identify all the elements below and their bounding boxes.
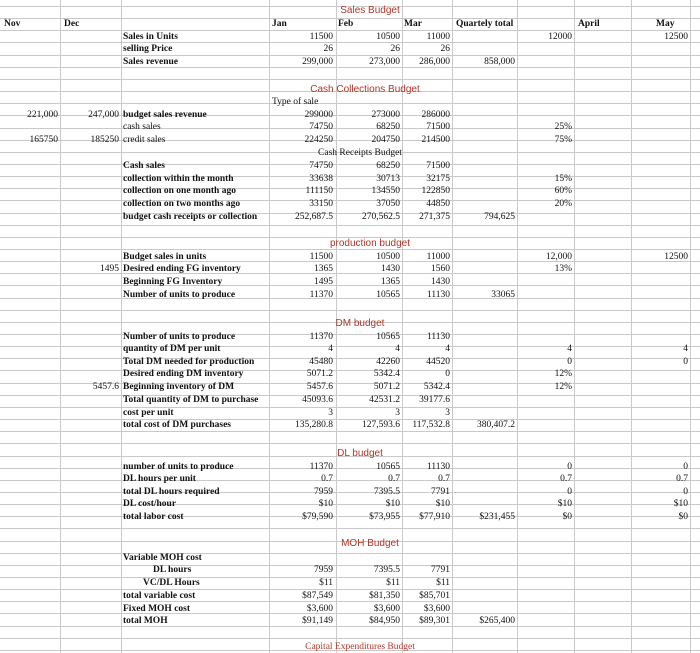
jan-value[interactable]: 1365 xyxy=(314,264,333,274)
row-label[interactable]: Number of units to produce xyxy=(123,332,236,342)
feb-value[interactable]: $10 xyxy=(385,499,400,509)
feb-value[interactable]: 0.7 xyxy=(388,474,400,484)
jan-value[interactable]: 11500 xyxy=(309,252,333,262)
feb-value[interactable]: 10500 xyxy=(376,32,400,42)
jan-value[interactable]: 7959 xyxy=(314,565,333,575)
mar-value[interactable]: 71500 xyxy=(426,122,450,132)
row-gridline xyxy=(0,310,700,311)
mar-value[interactable]: 5342.4 xyxy=(423,382,450,392)
header-nov[interactable]: Nov xyxy=(4,19,21,29)
jan-value[interactable]: 1495 xyxy=(314,277,333,287)
q-value[interactable]: $265,400 xyxy=(479,616,515,626)
feb-value[interactable]: $3,600 xyxy=(373,604,400,614)
apr-value[interactable]: $10 xyxy=(557,499,572,509)
mar-value[interactable]: 7791 xyxy=(431,487,450,497)
apr-value[interactable]: 0 xyxy=(567,487,572,497)
feb-value[interactable]: 273000 xyxy=(371,110,400,120)
feb-value[interactable]: 26 xyxy=(390,44,400,54)
feb-value[interactable]: 68250 xyxy=(376,122,400,132)
feb-value[interactable]: 5071.2 xyxy=(373,382,400,392)
jan-value[interactable]: 135,280.8 xyxy=(295,420,333,430)
jan-value[interactable]: 74750 xyxy=(309,161,333,171)
apr-value[interactable]: 60% xyxy=(554,186,572,196)
header-may[interactable]: May xyxy=(656,19,675,29)
jan-value[interactable]: 299000 xyxy=(304,110,333,120)
row-label[interactable]: Number of units to produce xyxy=(123,290,236,300)
mar-value[interactable]: 286000 xyxy=(421,110,450,120)
dec-value[interactable]: 5457.6 xyxy=(92,382,119,392)
row-label[interactable]: budget sales revenue xyxy=(123,110,207,120)
column-gridline xyxy=(574,0,575,653)
header-feb[interactable]: Feb xyxy=(338,19,354,29)
row-label[interactable]: Cash sales xyxy=(123,161,165,171)
mar-value[interactable]: 44520 xyxy=(426,357,450,367)
row-label[interactable]: Fixed MOH cost xyxy=(123,604,191,614)
row-label[interactable]: Beginning inventory of DM xyxy=(123,382,235,392)
header-dec[interactable]: Dec xyxy=(64,19,80,29)
row-label[interactable]: total labor cost xyxy=(123,512,184,522)
may-value[interactable]: 0 xyxy=(683,357,688,367)
mar-value[interactable]: 286,000 xyxy=(419,57,450,67)
row-label[interactable]: number of units to produce xyxy=(123,462,234,472)
feb-value[interactable]: 1430 xyxy=(381,264,400,274)
row-label[interactable]: selling Price xyxy=(123,44,173,54)
feb-value[interactable]: 37050 xyxy=(376,199,400,209)
mar-value[interactable]: 11130 xyxy=(426,332,450,342)
row-label[interactable]: VC/DL Hours xyxy=(143,578,200,588)
section-title-capex[interactable]: Capital Expenditures Budget xyxy=(305,642,415,652)
type-of-sale-label[interactable]: Type of sale xyxy=(272,97,319,107)
jan-value[interactable]: $91,149 xyxy=(302,616,333,626)
feb-value[interactable]: 270,562.5 xyxy=(362,212,400,222)
row-label[interactable]: budget cash receipts or collection xyxy=(123,212,258,222)
jan-value[interactable]: $87,549 xyxy=(302,591,333,601)
apr-value[interactable]: 12,000 xyxy=(545,252,572,262)
section-title-sales[interactable]: Sales Budget xyxy=(340,5,400,16)
feb-value[interactable]: 204750 xyxy=(371,135,400,145)
feb-value[interactable]: $81,350 xyxy=(369,591,400,601)
feb-value[interactable]: 10565 xyxy=(376,290,400,300)
jan-value[interactable]: 7959 xyxy=(314,487,333,497)
row-label[interactable]: collection within the month xyxy=(123,174,234,184)
mar-value[interactable]: 271,375 xyxy=(419,212,450,222)
mar-value[interactable]: 11000 xyxy=(426,32,450,42)
feb-value[interactable]: 273,000 xyxy=(369,57,400,67)
apr-value[interactable]: 12000 xyxy=(548,32,572,42)
jan-value[interactable]: 4 xyxy=(328,344,333,354)
column-gridline xyxy=(631,0,632,653)
row-label[interactable]: Beginning FG Inventory xyxy=(123,277,223,287)
apr-value[interactable]: 4 xyxy=(567,344,572,354)
feb-value[interactable]: 42531.2 xyxy=(369,395,400,405)
jan-value[interactable]: 111150 xyxy=(305,186,333,196)
mar-value[interactable]: 4 xyxy=(445,344,450,354)
row-label[interactable]: cash sales xyxy=(123,122,161,132)
row-label[interactable]: Sales revenue xyxy=(123,57,178,67)
jan-value[interactable]: 11370 xyxy=(309,332,333,342)
jan-value[interactable]: $10 xyxy=(318,499,333,509)
mar-value[interactable]: $85,701 xyxy=(419,591,450,601)
column-gridline xyxy=(517,0,518,653)
jan-value[interactable]: 3 xyxy=(328,408,333,418)
feb-value[interactable]: 7395.5 xyxy=(373,565,400,575)
jan-value[interactable]: 224250 xyxy=(304,135,333,145)
mar-value[interactable]: 44850 xyxy=(426,199,450,209)
may-value[interactable]: 0 xyxy=(683,462,688,472)
jan-value[interactable]: $79,590 xyxy=(302,512,333,522)
jan-value[interactable]: 5071.2 xyxy=(306,369,333,379)
jan-value[interactable]: 26 xyxy=(323,44,333,54)
apr-value[interactable]: 0 xyxy=(567,357,572,367)
row-label[interactable]: Variable MOH cost xyxy=(123,553,202,563)
row-gridline xyxy=(0,443,700,444)
row-label[interactable]: Budget sales in units xyxy=(123,252,207,262)
jan-value[interactable]: 5457.6 xyxy=(306,382,333,392)
may-value[interactable]: 12500 xyxy=(664,252,688,262)
jan-value[interactable]: $3,600 xyxy=(306,604,333,614)
section-title-dl[interactable]: DL budget xyxy=(337,448,383,459)
dec-value[interactable]: 185250 xyxy=(90,135,119,145)
header-april[interactable]: April xyxy=(578,19,600,29)
row-label[interactable]: Sales in Units xyxy=(123,32,178,42)
section-title-production[interactable]: production budget xyxy=(329,238,411,249)
mar-value[interactable]: 71500 xyxy=(426,161,450,171)
feb-value[interactable]: 10565 xyxy=(376,332,400,342)
dec-value[interactable]: 1495 xyxy=(100,264,119,274)
row-gridline xyxy=(0,431,700,432)
row-gridline xyxy=(0,103,700,104)
section-title-dm[interactable]: DM budget xyxy=(335,318,385,329)
mar-value[interactable]: 117,532.8 xyxy=(412,420,450,430)
row-label[interactable]: cost per unit xyxy=(123,408,174,418)
mar-value[interactable]: 1560 xyxy=(431,264,450,274)
feb-value[interactable]: 5342.4 xyxy=(373,369,400,379)
jan-value[interactable]: 11370 xyxy=(309,290,333,300)
feb-value[interactable]: 42260 xyxy=(376,357,400,367)
mar-value[interactable]: 214500 xyxy=(421,135,450,145)
feb-value[interactable]: $84,950 xyxy=(369,616,400,626)
column-gridline xyxy=(60,0,61,653)
column-gridline xyxy=(452,0,453,653)
may-value[interactable]: 0.7 xyxy=(676,474,688,484)
may-value[interactable]: 4 xyxy=(683,344,688,354)
dec-value[interactable]: 247,000 xyxy=(88,110,119,120)
mar-value[interactable]: $3,600 xyxy=(423,604,450,614)
feb-value[interactable]: 7395.5 xyxy=(373,487,400,497)
feb-value[interactable]: 10500 xyxy=(376,252,400,262)
row-label[interactable]: collection on one month ago xyxy=(123,186,236,196)
mar-value[interactable]: 32175 xyxy=(426,174,450,184)
mar-value[interactable]: 3 xyxy=(445,408,450,418)
mar-value[interactable]: $10 xyxy=(435,499,450,509)
apr-value[interactable]: $0 xyxy=(562,512,572,522)
row-label[interactable]: Total DM needed for production xyxy=(123,357,255,367)
q-value[interactable]: 858,000 xyxy=(484,57,515,67)
jan-value[interactable]: 0.7 xyxy=(321,474,333,484)
feb-value[interactable]: 30713 xyxy=(376,174,400,184)
header-jan[interactable]: Jan xyxy=(272,19,287,29)
column-gridline xyxy=(269,0,270,653)
mar-value[interactable]: $77,910 xyxy=(419,512,450,522)
apr-value[interactable]: 25% xyxy=(554,122,572,132)
feb-value[interactable]: 134550 xyxy=(371,186,400,196)
jan-value[interactable]: 45480 xyxy=(309,357,333,367)
row-label[interactable]: total DL hours required xyxy=(123,487,220,497)
row-gridline xyxy=(0,79,700,80)
row-gridline xyxy=(0,638,700,639)
mar-value[interactable]: 11130 xyxy=(426,462,450,472)
mar-value[interactable]: 11130 xyxy=(426,290,450,300)
apr-value[interactable]: 12% xyxy=(554,382,572,392)
row-label[interactable]: total MOH xyxy=(123,616,168,626)
may-value[interactable]: $10 xyxy=(673,499,688,509)
jan-value[interactable]: 74750 xyxy=(309,122,333,132)
row-label[interactable]: quantity of DM per unit xyxy=(123,344,221,354)
jan-value[interactable]: 45093.6 xyxy=(302,395,333,405)
jan-value[interactable]: $11 xyxy=(319,578,333,588)
nov-value[interactable]: 221,000 xyxy=(27,110,58,120)
mar-value[interactable]: 7791 xyxy=(431,565,450,575)
q-value[interactable]: 380,407.2 xyxy=(477,420,515,430)
header-mar[interactable]: Mar xyxy=(404,19,422,29)
mar-value[interactable]: 26 xyxy=(440,44,450,54)
apr-value[interactable]: 15% xyxy=(554,174,572,184)
apr-value[interactable]: 12% xyxy=(554,369,572,379)
mar-value[interactable]: 39177.6 xyxy=(419,395,450,405)
apr-value[interactable]: 0 xyxy=(567,462,572,472)
q-value[interactable]: 794,625 xyxy=(484,212,515,222)
mar-value[interactable]: 1430 xyxy=(431,277,450,287)
feb-value[interactable]: 4 xyxy=(395,344,400,354)
apr-value[interactable]: 13% xyxy=(554,264,572,274)
column-gridline xyxy=(690,0,691,653)
row-gridline xyxy=(0,528,700,529)
row-label[interactable]: collection on two months ago xyxy=(123,199,241,209)
q-value[interactable]: 33065 xyxy=(491,290,515,300)
row-gridline xyxy=(0,225,700,226)
column-gridline xyxy=(402,0,403,653)
row-gridline xyxy=(0,553,700,554)
row-label[interactable]: DL hours xyxy=(153,565,192,575)
feb-value[interactable]: 3 xyxy=(395,408,400,418)
mar-value[interactable]: 0.7 xyxy=(438,474,450,484)
may-value[interactable]: 0 xyxy=(683,487,688,497)
apr-value[interactable]: 75% xyxy=(554,135,572,145)
row-label[interactable]: Desired ending DM inventory xyxy=(123,369,244,379)
apr-value[interactable]: 0.7 xyxy=(560,474,572,484)
row-label[interactable]: total cost of DM purchases xyxy=(123,420,232,430)
mar-value[interactable]: 0 xyxy=(445,369,450,379)
feb-value[interactable]: 68250 xyxy=(376,161,400,171)
jan-value[interactable]: 33638 xyxy=(309,174,333,184)
column-gridline xyxy=(121,0,122,653)
may-value[interactable]: 12500 xyxy=(664,32,688,42)
section-title-cash-collections[interactable]: Cash Collections Budget xyxy=(310,84,420,95)
may-value[interactable]: $0 xyxy=(678,512,688,522)
mar-value[interactable]: 11000 xyxy=(426,252,450,262)
jan-value[interactable]: 33150 xyxy=(309,199,333,209)
feb-value[interactable]: 10565 xyxy=(376,462,400,472)
cash-receipts-title[interactable]: Cash Receipts Budget xyxy=(318,148,402,158)
feb-value[interactable]: $11 xyxy=(386,578,400,588)
jan-value[interactable]: 299,000 xyxy=(302,57,333,67)
feb-value[interactable]: $73,955 xyxy=(369,512,400,522)
row-label[interactable]: DL hours per unit xyxy=(123,474,196,484)
q-value[interactable]: $231,455 xyxy=(479,512,515,522)
mar-value[interactable]: 122850 xyxy=(421,186,450,196)
row-label[interactable]: Desired ending FG inventory xyxy=(123,264,241,274)
section-title-moh[interactable]: MOH Budget xyxy=(341,538,399,549)
apr-value[interactable]: 20% xyxy=(554,199,572,209)
row-label[interactable]: total variable cost xyxy=(123,591,196,601)
header-quarterly-total[interactable]: Quartely total xyxy=(456,19,514,29)
jan-value[interactable]: 252,687.5 xyxy=(295,212,333,222)
row-label[interactable]: Total quantity of DM to purchase xyxy=(123,395,259,405)
row-label[interactable]: DL cost/hour xyxy=(123,499,177,509)
jan-value[interactable]: 11370 xyxy=(309,462,333,472)
jan-value[interactable]: 11500 xyxy=(309,32,333,42)
row-label[interactable]: credit sales xyxy=(123,135,166,145)
mar-value[interactable]: $89,301 xyxy=(419,616,450,626)
mar-value[interactable]: $11 xyxy=(436,578,450,588)
nov-value[interactable]: 165750 xyxy=(29,135,58,145)
feb-value[interactable]: 127,593.6 xyxy=(362,420,400,430)
feb-value[interactable]: 1365 xyxy=(381,277,400,287)
